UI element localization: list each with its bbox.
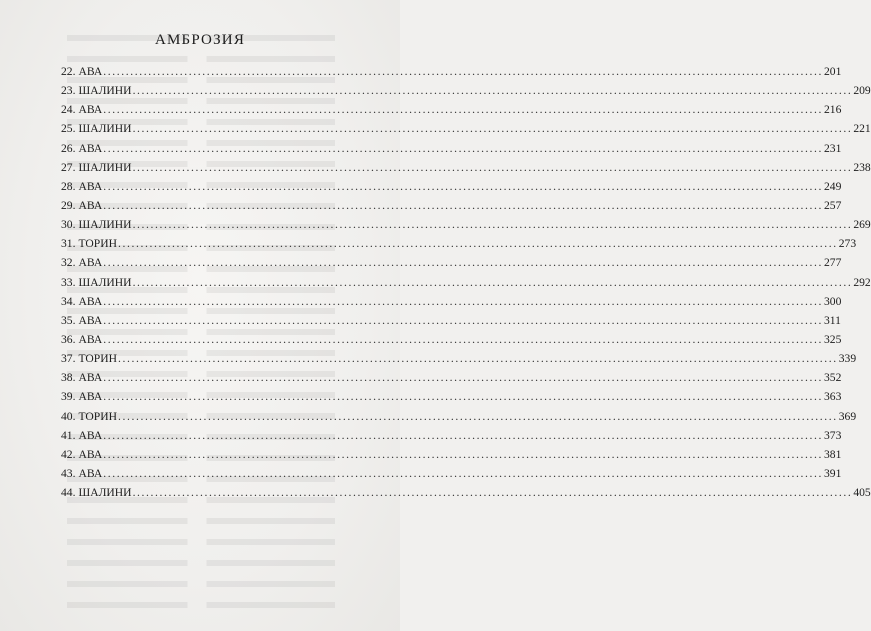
chapter-title: ТОРИН [78, 352, 117, 366]
chapter-title: АВА [78, 466, 103, 480]
dot-leader: ................................................................................................................................................................ [132, 84, 853, 98]
toc-entry [61, 253, 842, 272]
dot-leader: ................................................................................................................................................................ [132, 275, 853, 289]
page-number: 363 [824, 390, 842, 404]
dot-leader: ................................................................................................................................................................ [103, 141, 823, 155]
chapter-title: ШАЛИНИ [78, 84, 132, 98]
page-title: АМБРОЗИЯ [154, 32, 246, 49]
toc-entry [61, 445, 842, 464]
toc-entry [61, 292, 842, 311]
toc-entry [61, 426, 842, 445]
chapter-title: АВА [78, 294, 103, 308]
toc-entry [61, 483, 871, 502]
dot-leader: ................................................................................................................................................................ [132, 122, 853, 136]
toc-entry [61, 62, 842, 81]
toc-entry [61, 196, 842, 215]
chapter-title: АВА [78, 179, 103, 193]
page-number: 292 [853, 275, 871, 289]
chapter-number: 32. [61, 256, 76, 270]
toc-entry [61, 349, 857, 368]
toc-entry [61, 215, 871, 234]
toc-entry [61, 234, 857, 253]
page-number: 209 [853, 84, 871, 98]
chapter-number: 27. [61, 160, 76, 174]
page-number: 277 [824, 256, 842, 270]
chapter-title: ШАЛИНИ [78, 218, 132, 232]
table-of-contents [61, 62, 871, 502]
chapter-title: ШАЛИНИ [78, 160, 132, 174]
toc-entry [61, 311, 841, 330]
chapter-number: 43. [61, 466, 76, 480]
toc-entry [61, 464, 842, 483]
page-number: 216 [824, 103, 842, 117]
dot-leader: ................................................................................................................................................................ [103, 179, 823, 193]
chapter-title: АВА [78, 65, 103, 78]
dot-leader: ................................................................................................................................................................ [103, 332, 823, 346]
page-number: 300 [824, 294, 842, 308]
dot-leader: ................................................................................................................................................................ [118, 409, 838, 423]
dot-leader: ................................................................................................................................................................ [103, 198, 823, 212]
toc-entry [61, 177, 842, 196]
toc-entry [61, 387, 842, 406]
page-number: 339 [838, 352, 857, 366]
dot-leader: ................................................................................................................................................................ [103, 447, 823, 461]
page-number: 352 [824, 371, 842, 385]
page-number: 221 [853, 122, 871, 136]
chapter-title: АВА [78, 141, 103, 155]
chapter-number: 36. [61, 332, 76, 346]
chapter-number: 25. [61, 122, 76, 136]
chapter-title: ШАЛИНИ [78, 122, 132, 136]
toc-entry [61, 158, 871, 177]
page-number: 238 [853, 160, 871, 174]
chapter-title: АВА [78, 256, 103, 270]
dot-leader: ................................................................................................................................................................ [103, 466, 823, 480]
toc-entry [61, 273, 871, 292]
chapter-title: ШАЛИНИ [78, 486, 132, 500]
chapter-number: 41. [61, 428, 76, 442]
dot-leader: ................................................................................................................................................................ [103, 294, 823, 308]
chapter-number: 35. [61, 313, 76, 327]
chapter-number: 37. [61, 352, 76, 366]
chapter-number: 29. [61, 198, 76, 212]
chapter-number: 33. [61, 275, 76, 289]
chapter-number: 42. [61, 447, 76, 461]
page-number: 405 [853, 486, 871, 500]
toc-entry [61, 330, 842, 349]
dot-leader: ................................................................................................................................................................ [118, 237, 838, 251]
chapter-title: ТОРИН [78, 237, 117, 251]
dot-leader: ................................................................................................................................................................ [103, 65, 823, 78]
chapter-number: 23. [61, 84, 76, 98]
chapter-number: 24. [61, 103, 76, 117]
chapter-title: АВА [78, 371, 103, 385]
chapter-number: 30. [61, 218, 76, 232]
chapter-number: 39. [61, 390, 76, 404]
chapter-title: ТОРИН [78, 409, 117, 423]
dot-leader: ................................................................................................................................................................ [103, 371, 823, 385]
chapter-number: 28. [61, 179, 76, 193]
toc-entry [61, 407, 857, 426]
chapter-number: 26. [61, 141, 76, 155]
page-number: 391 [824, 466, 842, 480]
dot-leader: ................................................................................................................................................................ [103, 428, 823, 442]
chapter-title: АВА [78, 332, 103, 346]
page-number: 257 [824, 198, 842, 212]
dot-leader: ................................................................................................................................................................ [103, 313, 823, 327]
page-number: 231 [824, 141, 842, 155]
chapter-title: АВА [78, 313, 103, 327]
dot-leader: ................................................................................................................................................................ [103, 390, 823, 404]
page-number: 325 [824, 332, 842, 346]
page-number: 273 [838, 237, 857, 251]
page-number: 311 [824, 313, 841, 327]
page-number: 269 [853, 218, 871, 232]
toc-entry [61, 100, 842, 119]
page-number: 373 [824, 428, 842, 442]
toc-entry [61, 368, 842, 387]
chapter-title: АВА [78, 103, 103, 117]
dot-leader: ................................................................................................................................................................ [118, 352, 838, 366]
dot-leader: ................................................................................................................................................................ [132, 486, 853, 500]
dot-leader: ................................................................................................................................................................ [132, 218, 853, 232]
chapter-title: АВА [78, 198, 103, 212]
page-number: 249 [824, 179, 842, 193]
chapter-title: АВА [78, 390, 103, 404]
chapter-title: АВА [78, 447, 103, 461]
chapter-number: 22. [61, 65, 76, 78]
toc-entry [61, 119, 871, 138]
chapter-number: 44. [61, 486, 76, 500]
chapter-number: 40. [61, 409, 76, 423]
chapter-title: ШАЛИНИ [78, 275, 132, 289]
chapter-title: АВА [78, 428, 103, 442]
dot-leader: ................................................................................................................................................................ [103, 256, 823, 270]
toc-entry [61, 139, 842, 158]
chapter-number: 31. [61, 237, 76, 251]
page-number: 369 [838, 409, 857, 423]
page-number: 381 [824, 447, 842, 461]
chapter-number: 38. [61, 371, 76, 385]
chapter-number: 34. [61, 294, 76, 308]
dot-leader: ................................................................................................................................................................ [103, 103, 823, 117]
page-number: 201 [824, 65, 842, 78]
dot-leader: ................................................................................................................................................................ [132, 160, 853, 174]
toc-entry [61, 81, 871, 100]
